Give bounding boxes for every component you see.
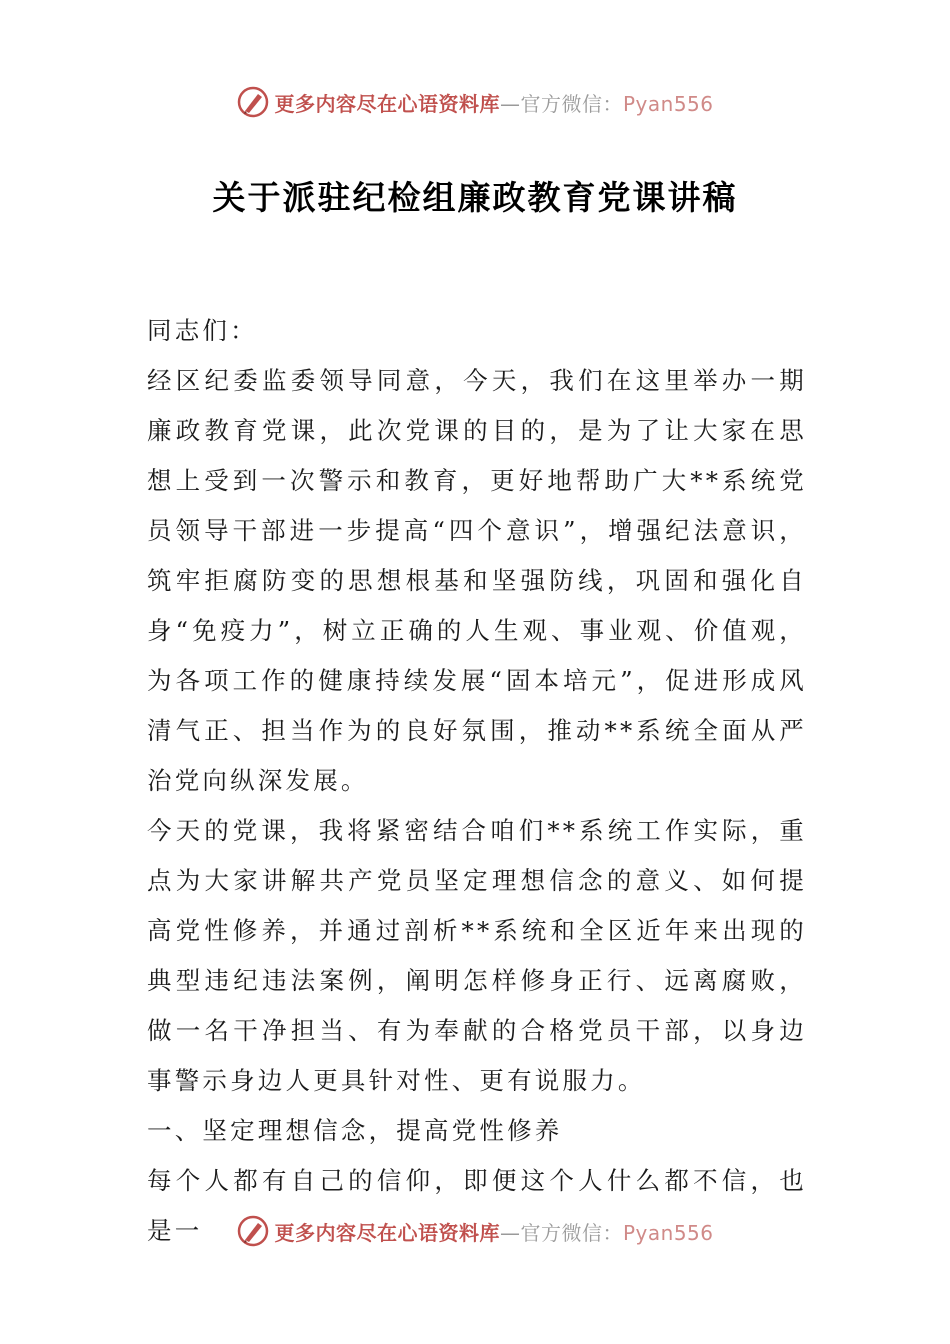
watermark-dash: —: [499, 91, 521, 116]
document-title: 关于派驻纪检组廉政教育党课讲稿: [212, 178, 738, 217]
watermark-label: 官方微信：: [520, 1220, 623, 1245]
salutation: 同志们：: [147, 316, 258, 345]
body-paragraph: 每个人都有自己的信仰，即便这个人什么都不信，也是一: [147, 1166, 807, 1245]
watermark-id: Pyan556: [622, 91, 714, 116]
watermark-dash: —: [499, 1220, 521, 1245]
document-body: [147, 306, 807, 1256]
section-heading: 一、坚定理想信念，提高党性修养: [147, 1116, 563, 1145]
body-paragraph: 经区纪委监委领导同意，今天，我们在这里举办一期廉政教育党课，此次党课的目的，是为了让大家在思想上受到一次警示和教育，更好地帮助广大**系统党员领导干部进一步提高“四个意识”，增强纪法意识，筑牢拒腐防变的思想根基和坚强防线，巩固和强化自身“免疫力”，树立正确的人生观、事业观、价值观，为各项工作的健康持续发展“固本培元”，促进形成风清气正、担当作为的良好氛围，推动**系统全面从严治党向纵深发展。: [147, 366, 807, 795]
watermark-brand: 更多内容尽在心语资料库: [274, 91, 500, 116]
watermark-brand: 更多内容尽在心语资料库: [274, 1220, 500, 1245]
watermark-id: Pyan556: [622, 1220, 714, 1245]
header-watermark: [0, 82, 950, 122]
watermark-label: 官方微信：: [520, 91, 623, 116]
pen-logo-icon: [236, 1214, 270, 1248]
body-paragraph: 今天的党课，我将紧密结合咱们**系统工作实际，重点为大家讲解共产党员坚定理想信念的意义、如何提高党性修养，并通过剖析**系统和全区近年来出现的典型违纪违法案例，阐明怎样修身正行、远离腐败，做一名干净担当、有为奉献的合格党员干部，以身边事警示身边人更具针对性、更有说服力。: [147, 816, 807, 1095]
pen-logo-icon: [236, 85, 270, 119]
footer-watermark: [0, 1211, 950, 1251]
